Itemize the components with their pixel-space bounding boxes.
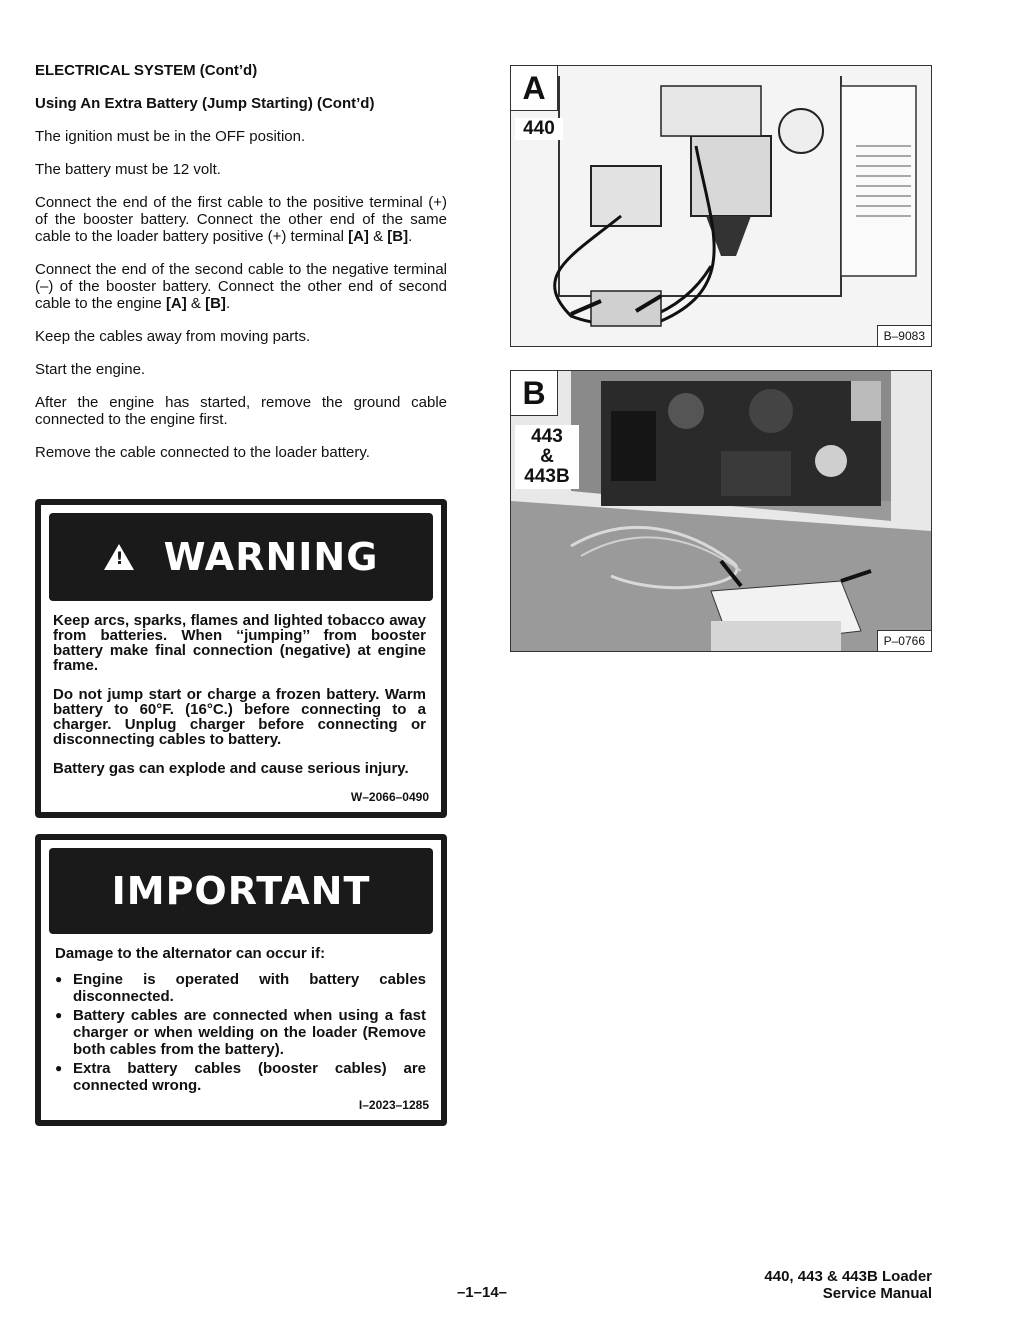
warning-title: WARNING [163,535,379,579]
paragraph-ignition: The ignition must be in the OFF position. [35,128,306,145]
paragraph-remove-cable: Remove the cable connected to the loader battery. [35,444,370,461]
paragraph-second-cable [35,261,447,312]
warning-paragraph-1: Keep arcs, sparks, flames and lighted tobacco away from batteries. When ‘‘jumping’’ from booster battery make final connection (negative) at engine frame. [53,612,426,674]
list-item: ● Engine is operated with battery cables disconnected. [55,971,426,1005]
figure-ref-a: [A] [348,228,369,245]
figure-b-letter: B [511,371,558,416]
body-text-column [35,62,447,477]
important-text [55,946,426,1096]
figure-b [510,370,932,652]
warning-paragraph-3: Battery gas can explode and cause serious injury. [53,760,409,777]
figure-b-model [515,425,579,489]
page-number: –1–14– [456,1284,508,1301]
subsection-title: Using An Extra Battery (Jump Starting) (Cont’d) [35,95,375,112]
figure-a-code: B–9083 [877,325,931,346]
figure-ref-b: [B] [387,228,409,245]
important-box [35,834,447,1126]
period: . [225,295,231,312]
figure-b-model-line: 443B [524,466,570,487]
paragraph-text: Connect the end of the first cable to the positive terminal (+) of the booster battery. Connect the other end of the same cable to the loader battery positive (+) terminal [35,194,447,245]
paragraph-remove-ground: After the engine has started, remove the ground cable connected to the engine first. [35,394,447,428]
period: . [408,228,413,245]
paragraph-first-cable [35,194,447,245]
manual-title-line: Service Manual [822,1285,932,1302]
warning-text [53,613,426,790]
warning-box [35,499,447,818]
list-item: ● Battery cables are connected when using a fast charger or when welding on the loader (Remove both cables from the battery). [55,1007,426,1058]
warning-code: W–2066–0490 [350,790,429,804]
warning-triangle-icon [104,544,134,570]
manual-title [764,1268,932,1302]
important-bullet-list [55,971,426,1094]
warning-paragraph-2: Do not jump start or charge a frozen battery. Warm battery to 60°F. (16°C.) before connecting to a charger. Unplug charger before connecting or disconnecting cables to battery. [53,686,426,748]
section-title: ELECTRICAL SYSTEM (Cont’d) [35,62,258,79]
figure-ref-b: [B] [205,295,226,312]
important-banner [49,848,433,934]
figure-a [510,65,932,347]
important-title: IMPORTANT [111,869,371,913]
figure-ref-a: [A] [165,295,187,312]
manual-title-line: 440, 443 & 443B Loader [764,1268,932,1285]
list-item: ● Extra battery cables (booster cables) are connected wrong. [55,1060,426,1094]
important-code: I–2023–1285 [358,1098,429,1112]
important-box-inner [41,840,441,1120]
figure-b-photo [511,371,931,651]
important-intro: Damage to the alternator can occur if: [55,945,326,962]
paragraph-start-engine: Start the engine. [35,361,146,378]
ampersand: & [186,295,206,312]
warning-banner [49,513,433,601]
paragraph-moving-parts: Keep the cables away from moving parts. [35,328,311,345]
figure-b-model-line: 443 [531,426,563,447]
warning-box-inner [41,505,441,812]
figure-a-model: 440 [515,118,563,140]
figure-b-model-line: & [540,446,554,467]
ampersand: & [368,228,388,245]
figure-a-photo [511,66,931,346]
figure-a-letter: A [511,66,558,111]
figure-b-code: P–0766 [877,630,931,651]
paragraph-battery-volt: The battery must be 12 volt. [35,161,221,178]
paragraph-text: Connect the end of the second cable to the negative terminal (–) of the booster battery. Connect the other end of second cable to the engine [35,261,447,312]
